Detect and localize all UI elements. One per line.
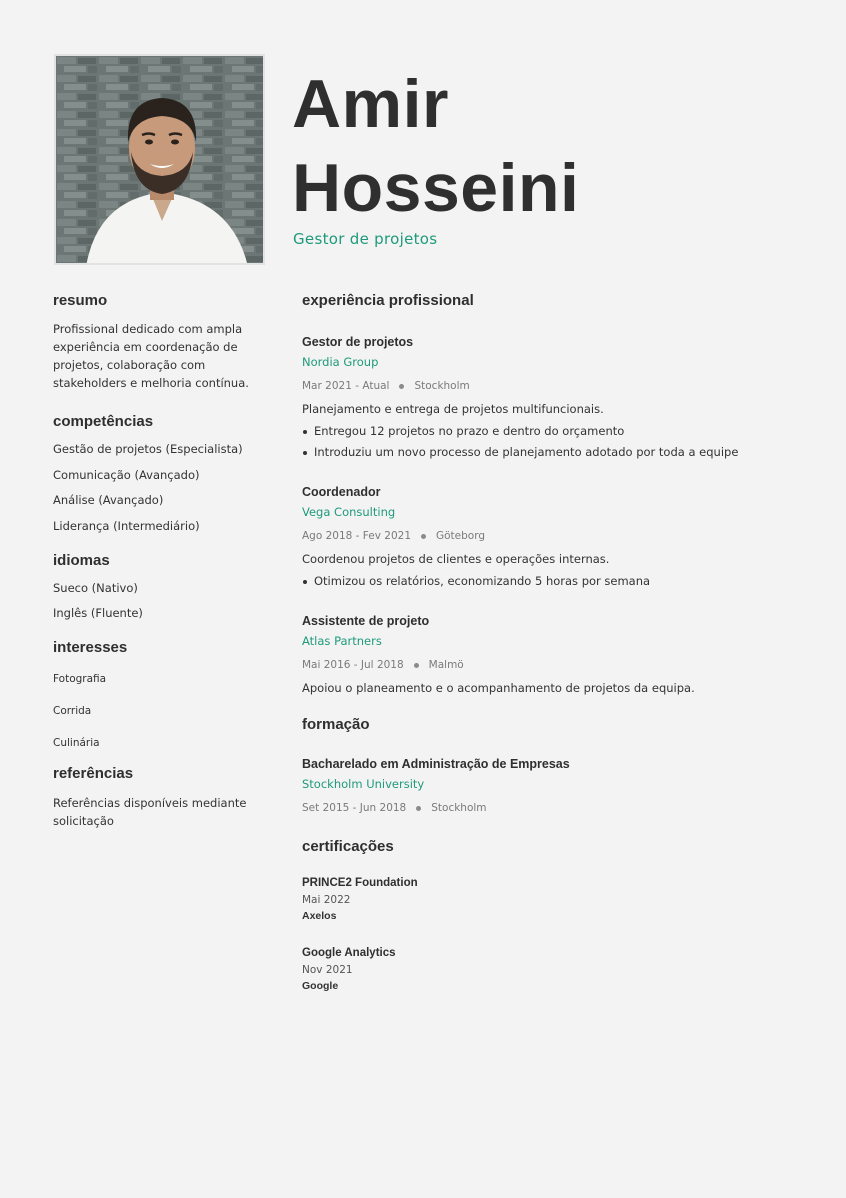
company-name: Vega Consulting [302,505,396,519]
certifications-heading: certificações [302,838,394,855]
degree-title: Bacharelado em Administração de Empresas [302,757,570,771]
job-dates: Mai 2016 - Jul 2018 [302,659,404,671]
certification-date: Nov 2021 [302,964,353,976]
languages-list [53,579,268,623]
company-name: Atlas Partners [302,634,382,648]
separator-dot-icon [421,534,426,539]
language-item: Inglês (Fluente) [53,606,143,621]
skills-list [53,440,268,535]
certification-entry [302,875,822,925]
interests-heading: interesses [53,639,128,657]
experience-heading: experiência profissional [302,292,474,309]
education-dates: Set 2015 - Jun 2018 [302,802,407,814]
separator-dot-icon [416,806,421,811]
last-name: Hosseini [292,150,580,226]
certification-date: Mai 2022 [302,894,351,906]
certification-entry [302,945,822,995]
education-heading: formação [302,716,370,733]
skill-item: Liderança (Intermediário) [53,518,200,533]
achievement-item: Entregou 12 projetos no prazo e dentro do orçamento [302,421,822,442]
languages-section [53,552,268,623]
references-text: Referências disponíveis mediante solicitação [53,796,247,829]
interests-list [53,670,268,752]
education-entry [302,755,822,816]
skill-item: Comunicação (Avançado) [53,467,200,482]
skills-section [53,413,268,535]
education-meta [302,800,822,816]
job-description: Planejamento e entrega de projetos multifuncionais. [302,402,604,416]
school-name: Stockholm University [302,777,425,791]
skill-item: Gestão de projetos (Especialista) [53,442,243,456]
education-location: Stockholm [431,802,487,814]
job-title: Assistente de projeto [302,614,430,628]
summary-section [53,292,268,392]
certifications-section [302,838,822,995]
references-heading: referências [53,765,134,783]
job-entry [302,612,822,697]
certification-issuer: Axelos [302,910,337,922]
sidebar [53,292,268,852]
skill-item: Análise (Avançado) [53,493,164,508]
languages-heading: idiomas [53,551,110,569]
interest-item: Fotografia [53,673,107,686]
job-achievements [302,571,822,592]
job-role: Gestor de projetos [293,230,438,248]
job-meta [302,528,822,544]
job-dates: Mar 2021 - Atual [302,380,390,392]
certification-name: Google Analytics [302,947,396,959]
job-dates: Ago 2018 - Fev 2021 [302,530,411,542]
profile-photo-illustration [56,56,265,265]
company-name: Nordia Group [302,355,379,369]
references-section [53,765,268,830]
experience-section [302,292,822,697]
job-meta [302,378,822,394]
education-section [302,716,822,816]
achievement-item: Otimizou os relatórios, economizando 5 horas por semana [302,571,822,592]
candidate-name [292,62,579,230]
interest-item: Corrida [53,705,92,718]
interests-section [53,639,268,752]
skills-heading: competências [53,413,154,430]
job-description: Coordenou projetos de clientes e operações internas. [302,552,610,566]
separator-dot-icon [414,663,419,668]
profile-photo [54,54,265,265]
interest-item: Culinária [53,737,100,750]
first-name: Amir [292,66,449,142]
summary-heading: resumo [53,292,108,309]
certification-name: PRINCE2 Foundation [302,877,418,889]
summary-text: Profissional dedicado com ampla experiência em coordenação de projetos, colaboração com stakeholders e melhoria contínua. [53,322,249,390]
job-title: Coordenador [302,485,381,499]
certification-issuer: Google [302,980,339,992]
job-description: Apoiou o planeamento e o acompanhamento de projetos da equipa. [302,681,695,695]
job-achievements [302,421,822,463]
separator-dot-icon [399,384,404,389]
job-entry [302,333,822,463]
job-entry [302,483,822,592]
job-meta [302,657,822,673]
achievement-item: Introduziu um novo processo de planejamento adotado por toda a equipe [302,442,822,463]
main-content [302,292,822,1015]
job-location: Malmö [428,659,464,671]
job-location: Göteborg [436,530,486,542]
job-location: Stockholm [414,380,470,392]
job-title: Gestor de projetos [302,335,414,349]
language-item: Sueco (Nativo) [53,580,138,595]
